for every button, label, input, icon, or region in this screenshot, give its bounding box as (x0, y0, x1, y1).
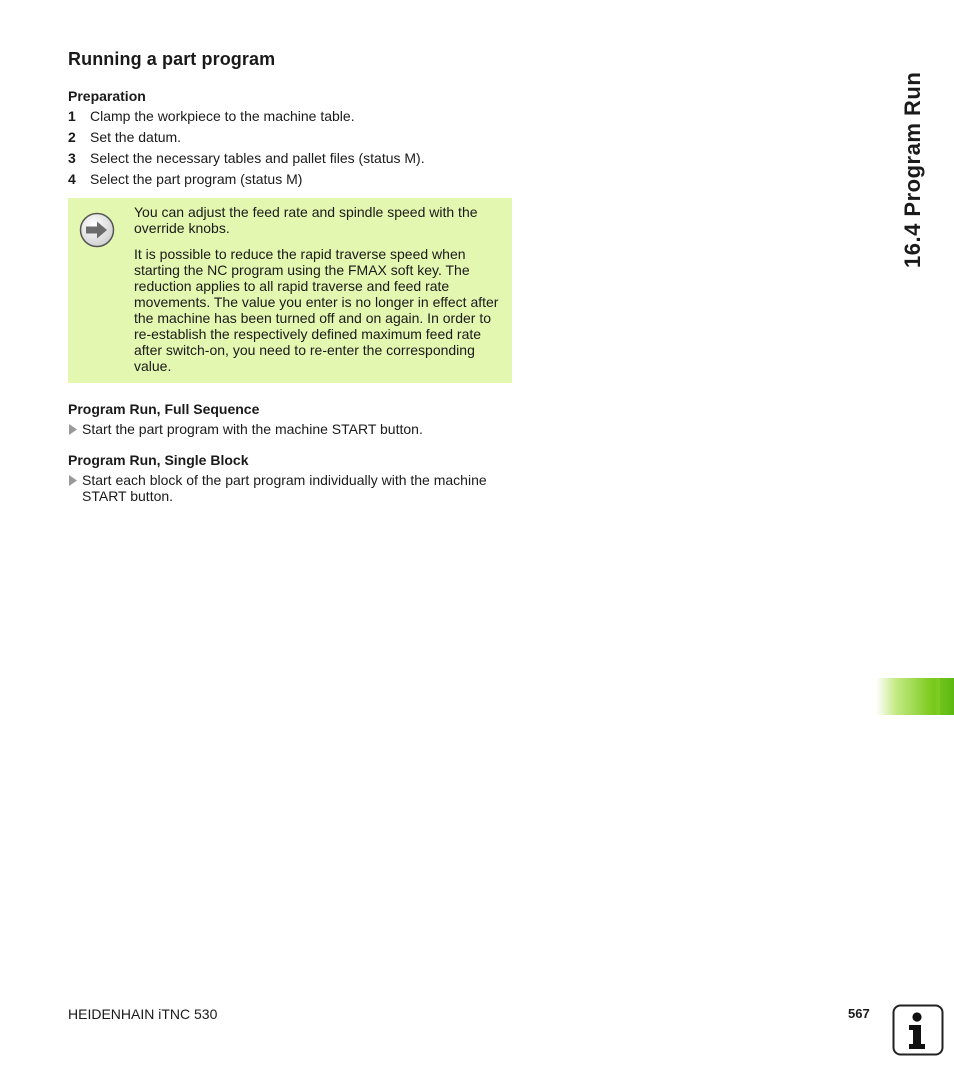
triangle-bullet-icon (68, 472, 82, 504)
preparation-heading: Preparation (68, 88, 146, 104)
step-text: Select the necessary tables and pallet files (status M). (90, 150, 425, 166)
info-icon (892, 1004, 944, 1056)
list-item (68, 170, 508, 191)
page-number: 567 (848, 1006, 870, 1021)
step-text: Start each block of the part program individually with the machine START button. (82, 472, 487, 504)
chapter-tab-marker (876, 678, 954, 715)
step-number: 1 (68, 108, 76, 124)
single-block-step (68, 472, 508, 504)
arrow-right-circle-icon (79, 212, 115, 248)
note-paragraph: It is possible to reduce the rapid traverse speed when starting the NC program using the FMAX soft key. The reduction applies to all rapid traverse and feed rate movements. The value you enter is no longer in effect after the machine has been turned off and on again. In order to re-establish the respectively defined maximum feed rate after switch-on, you need to re-enter the corresponding value. (134, 246, 499, 374)
step-number: 4 (68, 171, 76, 187)
note-box (68, 198, 512, 383)
note-paragraph: You can adjust the feed rate and spindle speed with the override knobs. (134, 204, 478, 236)
note-text (134, 204, 504, 384)
step-text: Clamp the workpiece to the machine table. (90, 108, 355, 124)
step-text: Start the part program with the machine START button. (82, 421, 423, 437)
section-title: Running a part program (68, 49, 276, 69)
full-sequence-step (68, 421, 508, 437)
footer-product: HEIDENHAIN iTNC 530 (68, 1006, 218, 1022)
chapter-title-text: 16.4 Program Run (900, 71, 925, 268)
full-sequence-heading: Program Run, Full Sequence (68, 401, 260, 417)
list-item (68, 128, 508, 149)
single-block-heading: Program Run, Single Block (68, 452, 249, 468)
step-text: Set the datum. (90, 129, 182, 145)
list-item (68, 107, 508, 128)
step-number: 2 (68, 129, 76, 145)
triangle-bullet-icon (68, 421, 82, 437)
chapter-side-title (896, 40, 928, 280)
step-text: Select the part program (status M) (90, 171, 303, 187)
list-item (68, 149, 508, 170)
step-number: 3 (68, 150, 76, 166)
preparation-steps (68, 107, 508, 191)
